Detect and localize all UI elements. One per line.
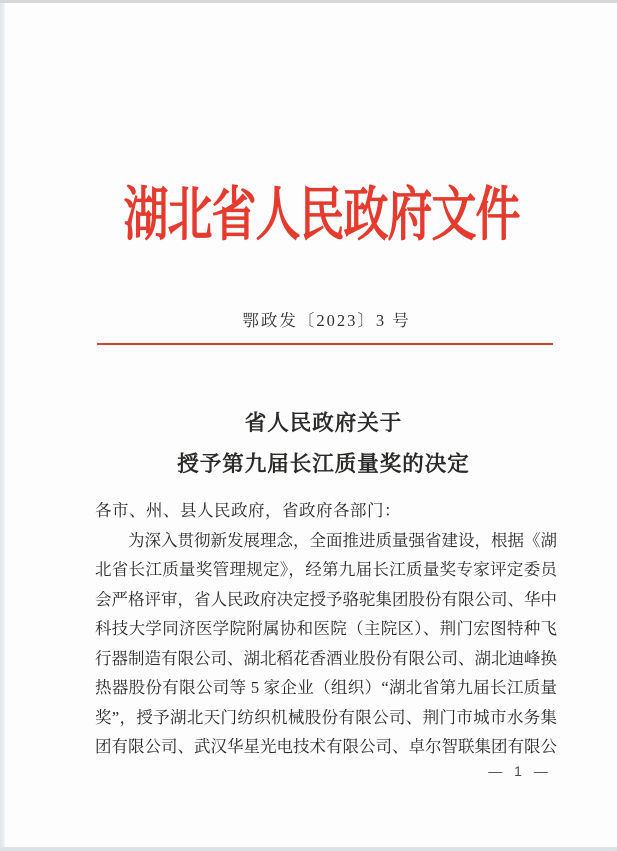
document-title-line2: 授予第九届长江质量奖的决定 xyxy=(177,452,470,476)
red-separator-line xyxy=(97,343,553,345)
scan-edge-bottom xyxy=(0,847,617,851)
body-line: 北省长江质量奖管理规定》，经第九届长江质量奖专家评定委员 xyxy=(95,560,557,579)
body-line: 奖”，授予湖北天门纺织机械股份有限公司、荆门市城市水务集 xyxy=(95,707,557,727)
body-line: 热器股份有限公司等 5 家企业（组织）“湖北省第九届长江质量 xyxy=(95,678,557,697)
page-number: — 1 — xyxy=(488,763,552,779)
body-line: 团有限公司、武汉华星光电技术有限公司、卓尔智联集团有限公 xyxy=(95,737,557,756)
body-line: 会严格评审，省人民政府决定授予骆驼集团股份有限公司、华中 xyxy=(95,589,557,609)
body-line: 为深入贯彻新发展理念，全面推进质量强省建设，根据《湖 xyxy=(128,530,557,550)
scan-edge-top xyxy=(0,0,617,3)
document-body xyxy=(95,496,557,762)
document-title-line1: 省人民政府关于 xyxy=(244,411,403,435)
document-number: 鄂政发〔2023〕3 号 xyxy=(242,311,411,330)
salutation-line: 各市、州、县人民政府，省政府各部门： xyxy=(95,501,401,520)
body-line: 科技大学同济医学院附属协和医院（主院区）、荆门宏图特种飞 xyxy=(95,619,557,638)
document-title xyxy=(0,408,617,479)
letterhead-title: 湖北省人民政府文件 xyxy=(123,182,520,248)
body-line: 行器制造有限公司、湖北稻花香酒业股份有限公司、湖北迪峰换 xyxy=(95,648,557,668)
